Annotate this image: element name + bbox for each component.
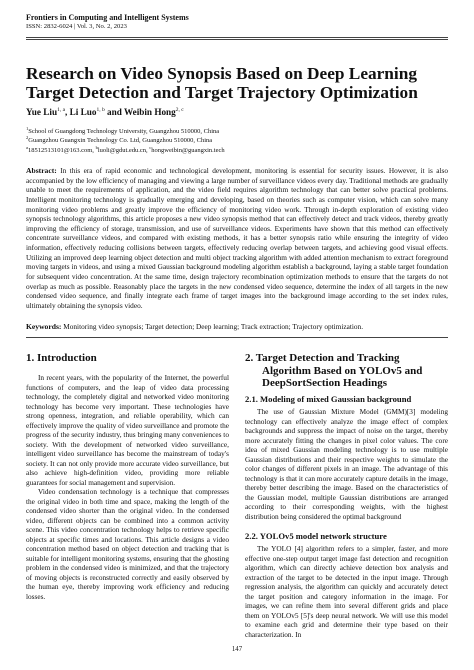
paper-title: Research on Video Synopsis Based on Deep Learning Target Detection and Target Trajectory Optimization bbox=[26, 64, 418, 102]
author-list bbox=[26, 107, 184, 117]
author-sup: 1, b bbox=[96, 107, 105, 113]
affiliation: $^1$School of Guangdong Technology University, Guangzhou 510000, China bbox=[26, 126, 220, 136]
paragraph: The use of Gaussian Mixture Model (GMM)[3] modeling technology can effectively analyze the image effect of complex backgrounds and suppress the impact of noise on the target, thereby more accurately fitting the changes in pixel color values. The core idea of mixed Gaussian modeling technology is to use multiple Gaussian distributions and their respective weights to simulate the color changes of different pixels in an image. The advantage of this technology is that it can more accurately capture details in the image, thereby better describing the image. Based on the characteristics of the Gaussian model, multiple Gaussian distributions are arranged according to their corresponding weights, with the highest distribution being considered the optimal background bbox=[245, 407, 448, 521]
subsection-heading: 2.2. YOLOv5 model network structure bbox=[245, 531, 387, 541]
keywords-label: Keywords: bbox=[26, 322, 62, 331]
keywords-text: Monitoring video synopsis; Target detection; Deep learning; Track extraction; Trajectory optimization. bbox=[61, 322, 364, 331]
page-number: 147 bbox=[231, 646, 243, 653]
section-heading: 2. Target Detection and Tracking Algorithm Based on YOLOv5 and DeepSortSection Headings bbox=[245, 352, 423, 389]
header-rule-2 bbox=[26, 39, 448, 40]
author-and: and bbox=[104, 107, 124, 118]
author-separator: , bbox=[65, 107, 70, 118]
keywords-rule bbox=[26, 337, 448, 338]
paragraph: Video condensation technology is a technique that compresses the original video in both time and space, making the length of the condensed video shorter than the original video. In the condensed video, different objects can be combined into a common activity scene. This video concentration technology helps to retrieve specific objects at specific times and locations. This article designs a video concentration method based on object detection and tracking that is suitable for intelligent monitoring systems, ensuring that the ghosting problem in the condensed video is minimized, and that the trajectory of moving objects is reconstructed correctly and easily observed by the human eye, thereby improving work efficiency and reducing losses. bbox=[26, 487, 229, 601]
issn-line: ISSN: 2832-6024 | Vol. 3, No. 2, 2023 bbox=[26, 23, 127, 30]
author-name: Yue Liu bbox=[26, 107, 58, 118]
section-2-1-body bbox=[245, 407, 448, 521]
author-name: Weibin Hong bbox=[123, 107, 176, 118]
abstract-label: Abstract: bbox=[26, 166, 57, 175]
header-rule bbox=[26, 37, 448, 38]
keywords bbox=[26, 322, 448, 331]
author-sup: 2, c bbox=[175, 107, 184, 113]
author-name: Li Luo bbox=[69, 107, 97, 118]
email-line: $^a$18512513101@163.com, $^b$luoli@gdut.edu.cn, $^c$hongweibin@guangxin.tech bbox=[26, 145, 225, 155]
section-2-2-body bbox=[245, 544, 448, 639]
abstract bbox=[26, 166, 448, 310]
introduction-body bbox=[26, 373, 229, 601]
subsection-heading: 2.1. Modeling of mixed Gaussian background bbox=[245, 394, 412, 404]
paragraph: In recent years, with the popularity of the Internet, the powerful functions of computers, and the leap of video data processing technology, the completely digital and networked video monitoring technology has become very important. These technologies have strong openness, integration, and reliable operability, which can effectively improve the quality of video surveillance and promote the progress of the security industry, thus bringing many conveniences to society. With the development of networked video surveillance, intelligent video surveillance has become the mainstream of today's society. It can not only provide more accurate video surveillance, but also achieve high-definition video, providing more reliable guarantees for social management and supervision. bbox=[26, 373, 229, 487]
journal-name: Frontiers in Computing and Intelligent Systems bbox=[26, 13, 189, 22]
section-heading: 1. Introduction bbox=[26, 352, 97, 364]
author-sup: 1, a bbox=[57, 107, 66, 113]
abstract-text: In this era of rapid economic and technological development, monitoring is essential for security issues. However, it is also accompanied by the low efficiency of managing and viewing a large number of surveillance videos every day. Traditional methods are gradually unable to meet the requirements of application, and the video field requires algorithm technology that can better solve practical problems. Intelligent monitoring technology is gradually emerging and developing, based on theories such as computer vision, which can solve many monitoring video problems and greatly improve the efficiency of monitoring video work. Through in-depth exploration of existing video synopsis technology algorithms, this article proposes a new video synopsis method that can effectively detect and track videos, thereby greatly improving the efficiency of storage, transmission, and use of surveillance videos. Experiments have shown that this method can effectively concentrate surveillance videos, and compared with existing methods, it has a better synopsis ratio while ensuring the integrity of video information, effectively reducing collisions between targets, effectively reducing overlap between targets, and achieving good visual effects. Utilizing an improved deep learning object detection and multi object tracking algorithm with added attention mechanism to extract foreground moving targets in videos, and using a mixed Gaussian background modeling algorithm establish a background, laying a stable target foundation for subsequent video concentration. At the same time, design trajectory recombination optimization methods to ensure that the targets do not overlap as much as possible. Reasonably place the targets in the new condensed video sequence, determine the index of all targets in the new condensed video sequence, and finally integrate each frame of target images into the background image according to the set index rules, ultimately obtaining the synopsis video. bbox=[26, 166, 448, 310]
paragraph: The YOLO [4] algorithm refers to a simpler, faster, and more effective one-step output target image fast detection and recognition algorithm, which can directly achieve detection box analysis and extraction of the target to be detected in the input image. Through regression analysis, the algorithm can quickly and accurately detect the target position and category information in the image. For images, we can refine them into several different grids and place them on YOLOv5 [5]'s deep neural network. We will use this model to examine each grid and determine their type based on their characterization. In bbox=[245, 544, 448, 639]
affiliation: $^2$Guangzhou Guangxin Technology Co. Ltd, Guangzhou 510000, China bbox=[26, 135, 213, 145]
